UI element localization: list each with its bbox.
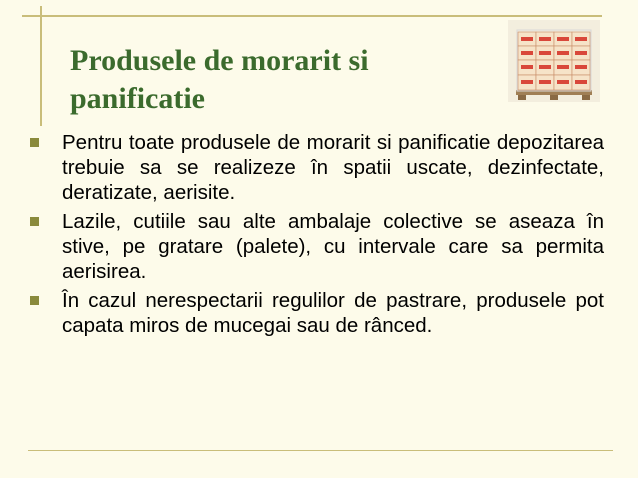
- palletized-goods-image: [508, 20, 600, 102]
- bullet-item: [28, 130, 604, 205]
- title-line-1: Produsele de morarit si: [70, 44, 369, 77]
- bullet-item: [28, 288, 604, 338]
- bullet-item: [28, 209, 604, 284]
- left-rule: [40, 6, 42, 126]
- bullet-text: În cazul nerespectarii regulilor de pastrare, produsele pot capata miros de mucegai sau de rânced.: [62, 289, 604, 337]
- square-bullet-icon: [30, 138, 39, 147]
- top-rule: [22, 15, 602, 17]
- slide-title: [70, 42, 490, 118]
- bullet-text: Lazile, cutiile sau alte ambalaje colective se aseaza în stive, pe gratare (palete), cu intervale care sa permita aerisirea.: [62, 210, 604, 283]
- bullet-text: Pentru toate produsele de morarit si panificatie depozitarea trebuie sa se realizeze în spatii uscate, dezinfectate, deratizate, aerisite.: [62, 131, 604, 204]
- title-line-2: panificatie: [70, 82, 205, 115]
- bullet-list: [28, 130, 604, 342]
- bottom-rule: [28, 450, 613, 451]
- square-bullet-icon: [30, 217, 39, 226]
- square-bullet-icon: [30, 296, 39, 305]
